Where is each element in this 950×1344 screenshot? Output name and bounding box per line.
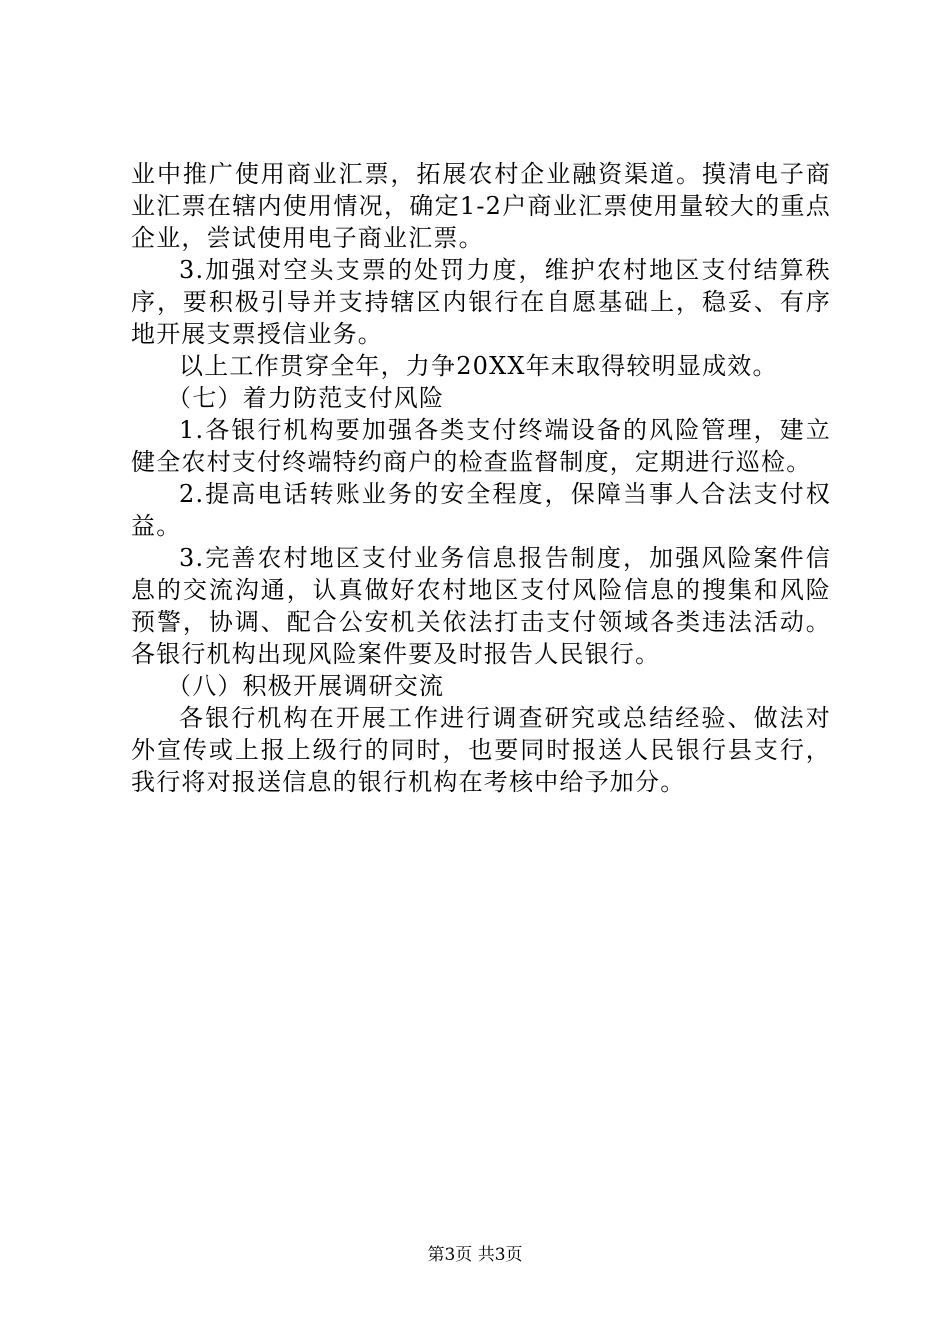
paragraph-item-3-blank-cheque: 3.加强对空头支票的处罚力度，维护农村地区支付结算秩序，要积极引导并支持辖区内银行在自愿基础上，稳妥、有序地开展支票授信业务。	[131, 256, 831, 348]
paragraph-summary: 以上工作贯穿全年，力争20XX年末取得较明显成效。	[179, 352, 778, 380]
paragraph-continuation: 业中推广使用商业汇票，拓展农村企业融资渠道。摸清电子商业汇票在辖内使用情况，确定1-2户商业汇票使用量较大的重点企业，尝试使用电子商业汇票。	[131, 160, 831, 252]
paragraph-item-3-reporting: 3.完善农村地区支付业务信息报告制度，加强风险案件信息的交流沟通，认真做好农村地区支付风险信息的搜集和风险预警，协调、配合公安机关依法打击支付领域各类违法活动。各银行机构出现风险案件要及时报告人民银行。	[131, 544, 831, 668]
section-heading-7: （七）着力防范支付风险	[167, 384, 445, 412]
page-number-footer: 第3页 共3页	[427, 1245, 523, 1265]
paragraph-research-exchange: 各银行机构在开展工作进行调查研究或总结经验、做法对外宣传或上报上级行的同时，也要同时报送人民银行县支行，我行将对报送信息的银行机构在考核中给予加分。	[131, 704, 831, 796]
section-heading-8: （八）积极开展调研交流	[167, 672, 445, 700]
paragraph-item-1-terminal-risk: 1.各银行机构要加强各类支付终端设备的风险管理，建立健全农村支付终端特约商户的检查监督制度，定期进行巡检。	[131, 416, 831, 476]
paragraph-item-2-phone-transfer: 2.提高电话转账业务的安全程度，保障当事人合法支付权益。	[131, 480, 831, 540]
document-body	[131, 158, 831, 798]
